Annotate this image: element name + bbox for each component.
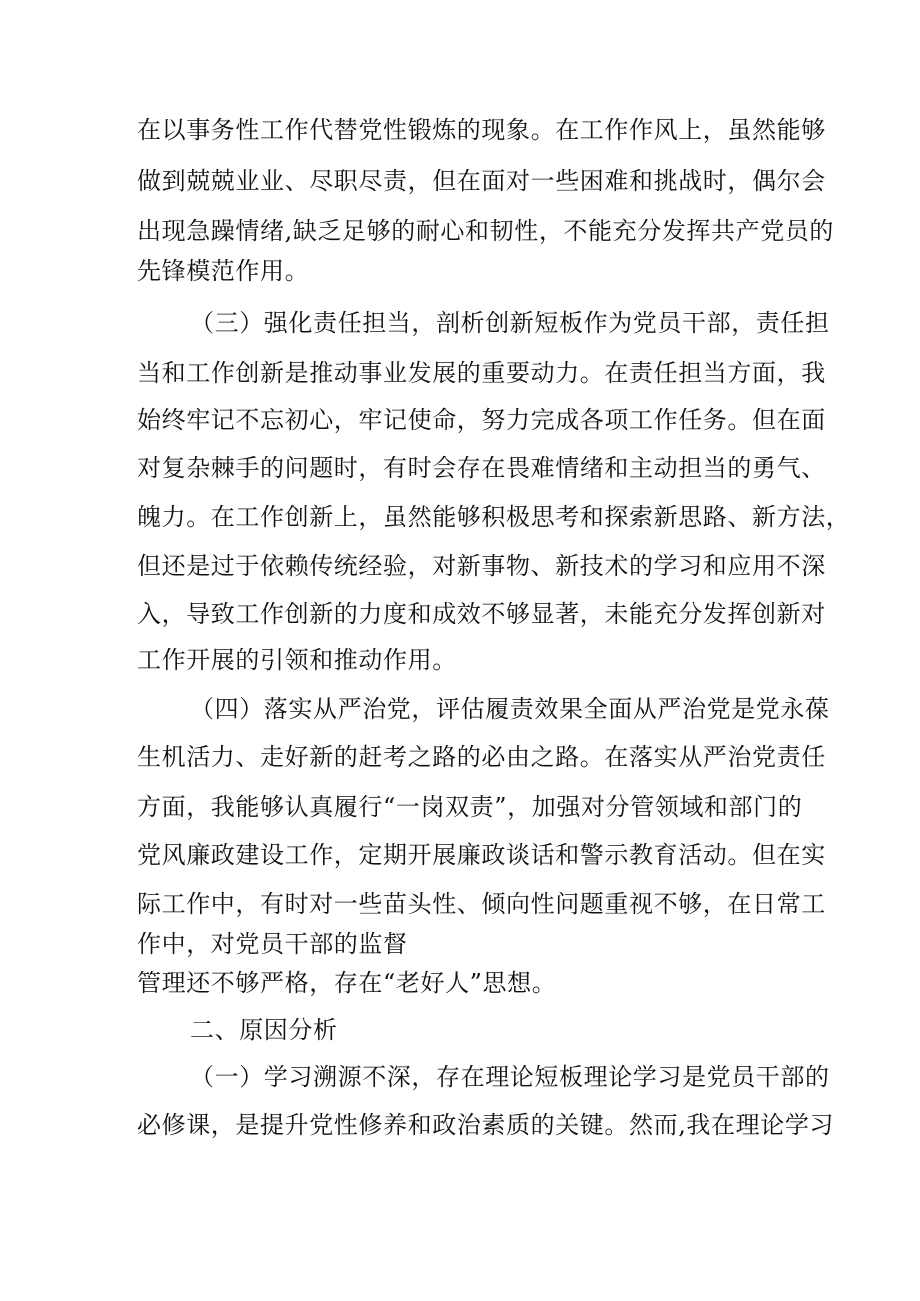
section-heading-cause-analysis: 二、原因分析 [190,1016,338,1044]
paragraph-line: 始终牢记不忘初心，牢记使命，努力完成各项工作任务。但在面 [137,406,826,434]
paragraph-line: 方面，我能够认真履行“一岗双责”，加强对分管领域和部门的 [137,793,803,821]
paragraph-line: 魄力。在工作创新上，虽然能够积极思考和探索新思路、新方法， [137,503,851,531]
paragraph-line: 管理还不够严格，存在“老好人”思想。 [137,969,557,997]
section-heading-one: （一）学习溯源不深，存在理论短板理论学习是党员干部的 [190,1063,830,1091]
paragraph-line: 入，导致工作创新的力度和成效不够显著，未能充分发挥创新对 [137,600,826,628]
paragraph-line: 出现急躁情绪,缺乏足够的耐心和韧性，不能充分发挥共产党员的 [137,217,835,245]
paragraph-line: 党风廉政建设工作，定期开展廉政谈话和警示教育活动。但在实 [137,841,826,869]
paragraph-line: 但还是过于依赖传统经验，对新事物、新技术的学习和应用不深 [137,552,826,580]
paragraph-line: 生机活力、走好新的赶考之路的必由之路。在落实从严治党责任 [137,743,826,771]
paragraph-line: 际工作中，有时对一些苗头性、倾向性问题重视不够，在日常工 [137,890,826,918]
paragraph-line: 工作开展的引领和推动作用。 [137,646,457,674]
paragraph-line: 在以事务性工作代替党性锻炼的现象。在工作作风上，虽然能够 [137,116,826,144]
paragraph-line: 先锋模范作用。 [137,257,310,285]
paragraph-line: 必修课，是提升党性修养和政治素质的关键。然而,我在理论学习 [137,1111,835,1139]
paragraph-line: 对复杂棘手的问题时，有时会存在畏难情绪和主动担当的勇气、 [137,454,826,482]
paragraph-line: 作中，对党员干部的监督 [137,930,408,958]
paragraph-line: 当和工作创新是推动事业发展的重要动力。在责任担当方面，我 [137,359,826,387]
section-heading-three: （三）强化责任担当，剖析创新短板作为党员干部，责任担 [190,309,830,337]
section-heading-four: （四）落实从严治党，评估履责效果全面从严治党是党永葆 [190,695,830,723]
paragraph-line: 做到兢兢业业、尽职尽责，但在面对一些困难和挑战时，偶尔会 [137,167,826,195]
